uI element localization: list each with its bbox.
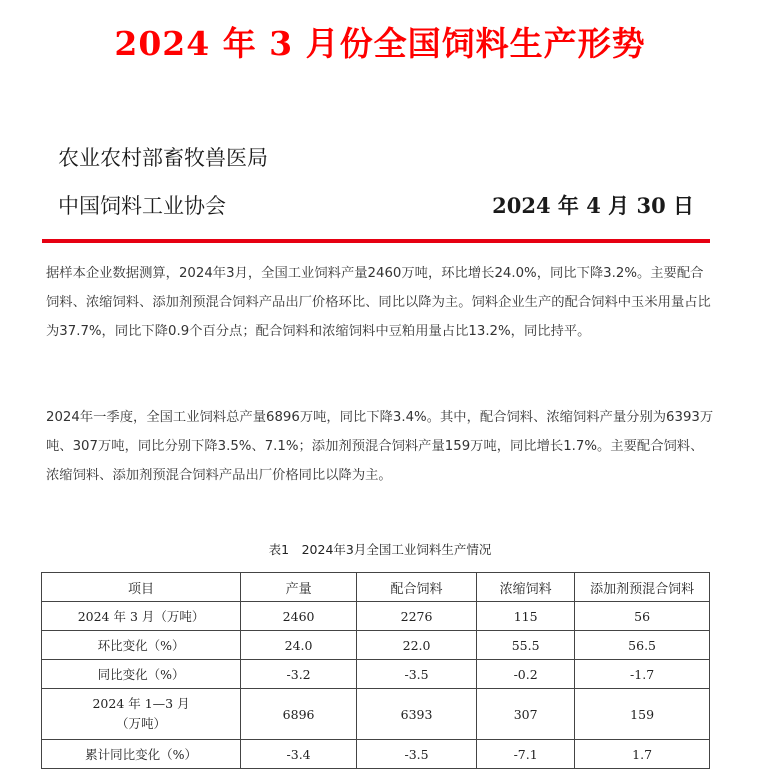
row-label: 环比变化（%） — [42, 631, 241, 660]
cell-concentrate: 307 — [477, 689, 575, 740]
header-compound-feed: 配合饲料 — [357, 573, 477, 602]
cell-output: 24.0 — [241, 631, 357, 660]
issuer-association: 中国饲料工业协会 — [58, 194, 226, 218]
header-item: 项目 — [42, 573, 241, 602]
row-label: 2024 年 1—3 月 — [92, 696, 190, 711]
row-label: 累计同比变化（%） — [42, 740, 241, 769]
row-label-cell — [42, 689, 241, 740]
table-row — [42, 660, 710, 689]
paragraph-quarterly: 2024年一季度，全国工业饲料总产量6896万吨，同比下降3.4%。其中，配合饲料、浓缩饲料产量分别为6393万吨、307万吨，同比分别下降3.5%、7.1%；添加剂预混合饲料产量159万吨，同比增长1.7%。主要配合饲料、浓缩饲料、添加剂预混合饲料产品出厂价格同比以降为主。 — [46, 410, 714, 483]
cell-premix: 159 — [575, 689, 710, 740]
cell-premix: 56.5 — [575, 631, 710, 660]
cell-output: 2460 — [241, 602, 357, 631]
production-table — [41, 572, 710, 769]
issuer-ministry: 农业农村部畜牧兽医局 — [58, 146, 268, 170]
table-caption: 表1 2024年3月全国工业饲料生产情况 — [268, 542, 492, 557]
row-label: 2024 年 3 月（万吨） — [42, 602, 241, 631]
cell-compound: 2276 — [357, 602, 477, 631]
row-label: 同比变化（%） — [42, 660, 241, 689]
cell-compound: -3.5 — [357, 660, 477, 689]
header-premix-feed: 添加剂预混合饲料 — [575, 573, 710, 602]
cell-compound: -3.5 — [357, 740, 477, 769]
cell-concentrate: -7.1 — [477, 740, 575, 769]
red-divider — [42, 239, 710, 243]
cell-premix: 1.7 — [575, 740, 710, 769]
document-title: 2024 年 3 月份全国饲料生产形势 — [114, 24, 646, 63]
paragraph-monthly: 据样本企业数据测算，2024年3月，全国工业饲料产量2460万吨，环比增长24.0%，同比下降3.2%。主要配合饲料、浓缩饲料、添加剂预混合饲料产品出厂价格环比、同比以降为主。饲料企业生产的配合饲料中玉米用量占比为37.7%，同比下降0.9个百分点；配合饲料和浓缩饲料中豆粕用量占比13.2%，同比持平。 — [46, 266, 711, 339]
publish-date: 2024 年 4 月 30 日 — [492, 193, 694, 218]
cell-concentrate: 115 — [477, 602, 575, 631]
cell-compound: 6393 — [357, 689, 477, 740]
table-row — [42, 740, 710, 769]
table-row — [42, 631, 710, 660]
cell-concentrate: -0.2 — [477, 660, 575, 689]
cell-output: 6896 — [241, 689, 357, 740]
cell-concentrate: 55.5 — [477, 631, 575, 660]
cell-output: -3.4 — [241, 740, 357, 769]
cell-compound: 22.0 — [357, 631, 477, 660]
header-output: 产量 — [241, 573, 357, 602]
table-row — [42, 602, 710, 631]
cell-premix: 56 — [575, 602, 710, 631]
row-label-unit: （万吨） — [116, 716, 167, 731]
table-row — [42, 689, 710, 740]
cell-premix: -1.7 — [575, 660, 710, 689]
cell-output: -3.2 — [241, 660, 357, 689]
header-concentrate-feed: 浓缩饲料 — [477, 573, 575, 602]
table-header-row — [42, 573, 710, 602]
